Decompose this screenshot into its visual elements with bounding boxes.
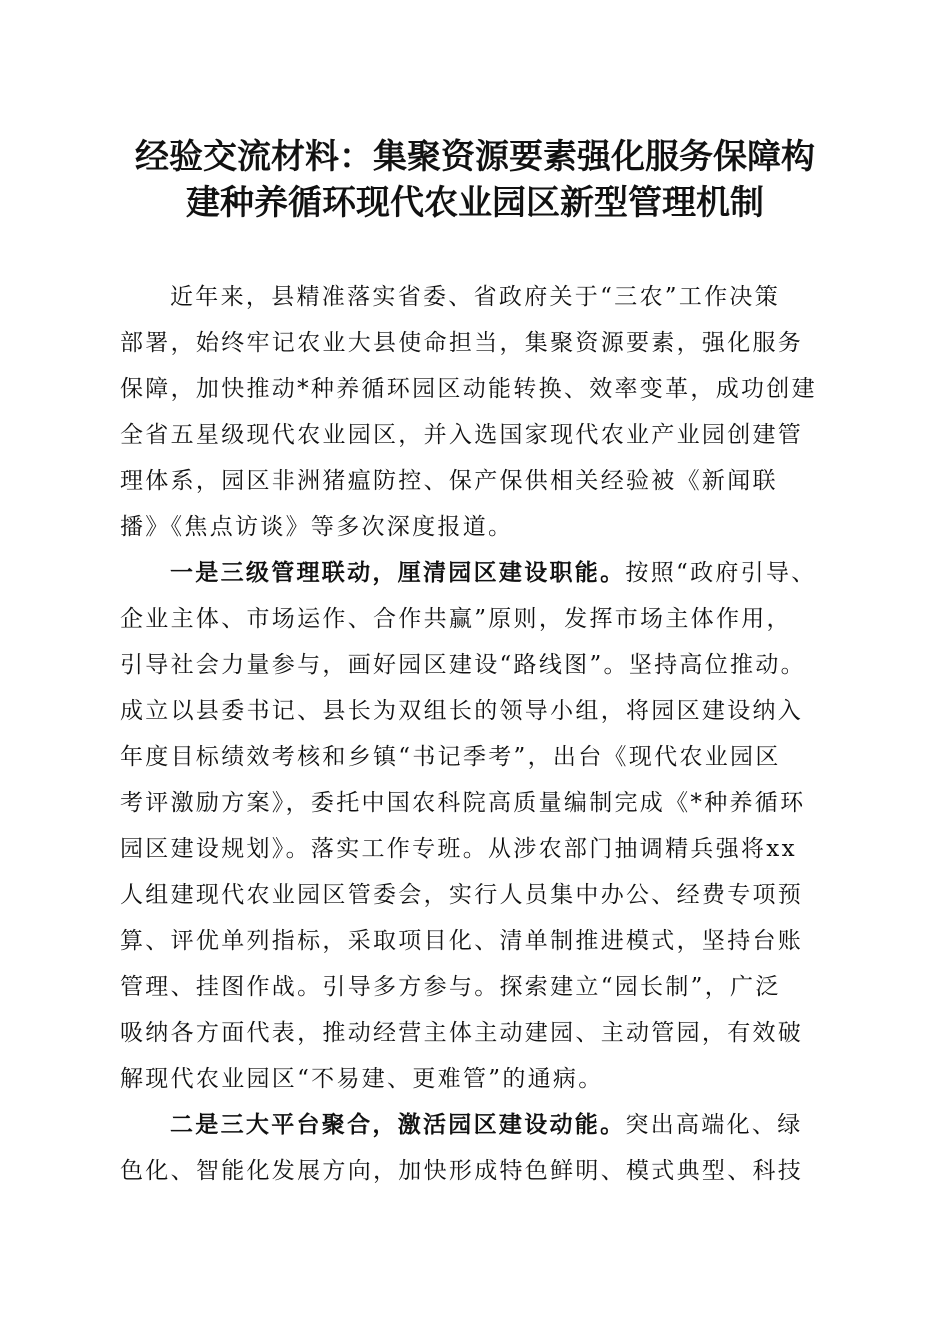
- title-line-1: 经验交流材料：集聚资源要素强化服务保障构: [135, 137, 815, 177]
- text-line: 理体系，园区非洲猪瘟防控、保产保供相关经验被《新闻联: [120, 468, 778, 494]
- text-line: 保障，加快推动*种养循环园区动能转换、效率变革，成功创建: [120, 376, 817, 402]
- text-line: [120, 1102, 830, 1148]
- text-line: 考评激励方案》，委托中国农科院高质量编制完成《*种养循环: [120, 790, 806, 816]
- text-line: 园区建设规划》。落实工作专班。从涉农部门抽调精兵强将xx: [120, 836, 797, 862]
- document-title: [100, 134, 850, 226]
- paragraph-point-2: [120, 1102, 830, 1194]
- text-line: 近年来，县精准落实省委、省政府关于“三农”工作决策: [170, 284, 781, 310]
- text-line: 算、评优单列指标，采取项目化、清单制推进模式，坚持台账: [120, 928, 804, 954]
- text-line: 年度目标绩效考核和乡镇“书记季考”，出台《现代农业园区: [120, 744, 781, 770]
- text-line: 部署，始终牢记农业大县使命担当，集聚资源要素，强化服务: [120, 330, 804, 356]
- text-line: 色化、智能化发展方向，加快形成特色鲜明、模式典型、科技: [120, 1158, 804, 1184]
- text-line: 解现代农业园区“不易建、更难管”的通病。: [120, 1066, 604, 1092]
- text-line: 管理、挂图作战。引导多方参与。探索建立“园长制”，广泛: [120, 974, 781, 1000]
- text-line: 播》《焦点访谈》等多次深度报道。: [120, 514, 514, 540]
- text-line: 企业主体、市场运作、合作共赢”原则，发挥市场主体作用，: [120, 606, 792, 632]
- text-line: 引导社会力量参与，画好园区建设“路线图”。坚持高位推动。: [120, 652, 806, 678]
- point-text: 按照“政府引导、: [625, 560, 817, 586]
- document-body: [120, 274, 830, 1194]
- point-text: 突出高端化、绿: [625, 1112, 803, 1138]
- text-line: [120, 550, 830, 596]
- text-line: 成立以县委书记、县长为双组长的领导小组，将园区建设纳入: [120, 698, 804, 724]
- text-line: 人组建现代农业园区管委会，实行人员集中办公、经费专项预: [120, 882, 804, 908]
- text-line: 全省五星级现代农业园区，并入选国家现代农业产业园创建管: [120, 422, 804, 448]
- paragraph-point-1: [120, 550, 830, 1102]
- point-heading: 二是三大平台聚合，激活园区建设动能。: [170, 1111, 626, 1138]
- paragraph-intro: [120, 274, 830, 550]
- text-line: 吸纳各方面代表，推动经营主体主动建园、主动管园，有效破: [120, 1020, 804, 1046]
- point-heading: 一是三级管理联动，厘清园区建设职能。: [170, 559, 626, 586]
- title-line-2: 建种养循环现代农业园区新型管理机制: [186, 183, 764, 223]
